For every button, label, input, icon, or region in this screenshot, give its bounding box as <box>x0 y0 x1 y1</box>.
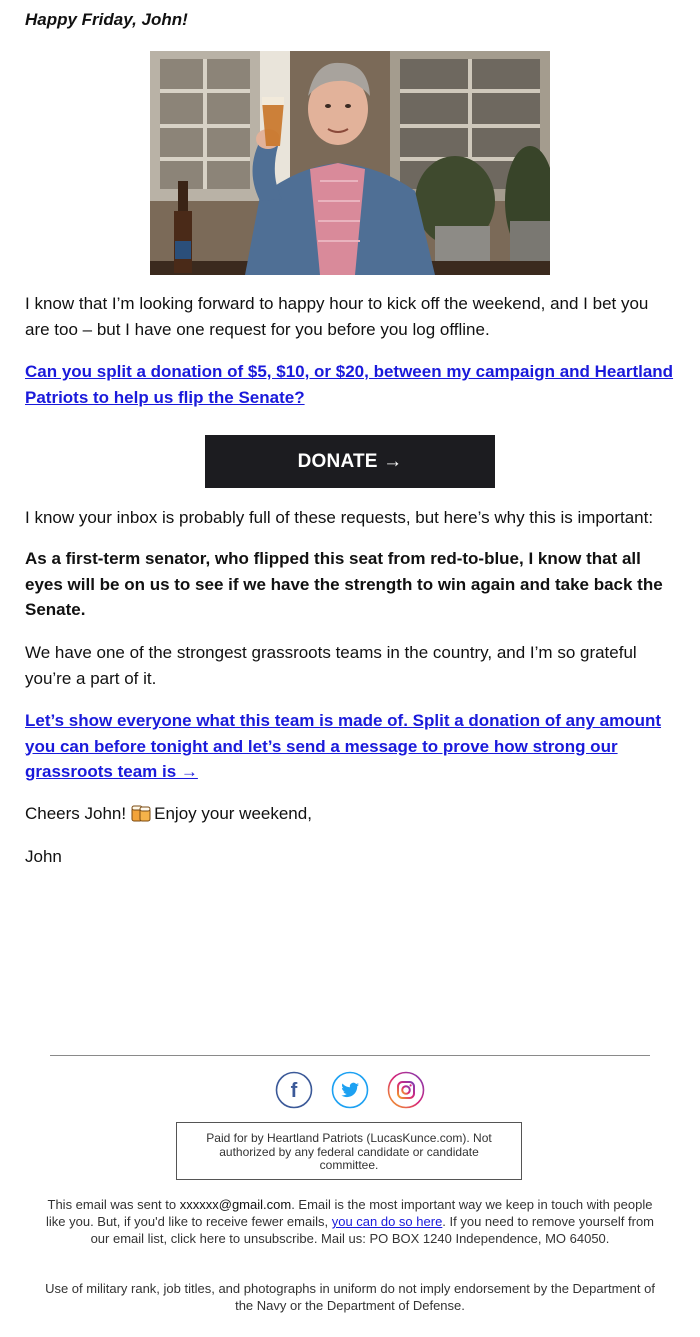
facebook-link[interactable] <box>275 1071 313 1109</box>
sent-to-suffix: . If you need to remove yourself from our email list, click here to unsubscribe. Mail us: PO BOX 1240 Independence, MO 64050. <box>90 1214 655 1246</box>
svg-text:f: f <box>290 1080 298 1102</box>
paid-for-disclaimer: Paid for by Heartland Patriots (LucasKunce.com). Not authorized by any federal candidate or candidate committee. <box>176 1122 522 1180</box>
sent-to-prefix: This email was sent to <box>47 1197 177 1212</box>
twitter-icon <box>331 1071 369 1109</box>
donate-split-link[interactable]: Can you split a donation of $5, $10, or $20, between my campaign and Heartland Patriots to help us flip the Senate? <box>25 362 674 407</box>
military-disclaimer: Use of military rank, job titles, and photographs in uniform do not imply endorsement by the Department of the Navy or the Department of Defense. <box>45 1281 655 1313</box>
instagram-icon <box>387 1071 425 1109</box>
signoff: John <box>25 847 62 866</box>
cheers-paragraph <box>25 801 677 827</box>
recipient-email: xxxxxx@gmail.com <box>179 1197 292 1212</box>
inbox-paragraph: I know your inbox is probably full of these requests, but here’s why this is important: <box>25 508 654 527</box>
fewer-emails-link[interactable]: you can do so here <box>331 1214 443 1229</box>
grassroots-paragraph: We have one of the strongest grassroots teams in the country, and I’m so grateful you’re a part of it. <box>25 643 637 688</box>
intro-paragraph: I know that I’m looking forward to happy hour to kick off the weekend, and I bet you are too – but I have one request for you before you log offline. <box>25 294 649 339</box>
senator-paragraph: As a first-term senator, who flipped this seat from red-to-blue, I know that all eyes will be on us to see if we have the strength to win again and take back the Senate. <box>25 549 663 619</box>
donate-split-paragraph <box>25 359 677 410</box>
cheers-text: Cheers John! <box>25 804 127 823</box>
hero-image <box>150 51 550 275</box>
email-info-text <box>45 1196 655 1247</box>
greeting-heading: Happy Friday, John! <box>25 10 188 29</box>
facebook-icon <box>275 1071 313 1109</box>
beer-mugs-icon <box>130 803 152 823</box>
twitter-link[interactable] <box>331 1071 369 1109</box>
instagram-link[interactable] <box>387 1071 425 1109</box>
donate-button[interactable]: DONATE → <box>205 435 495 488</box>
team-donate-link[interactable]: Let’s show everyone what this team is made of. Split a donation of any amount you can before tonight and let’s send a message to prove how strong our grassroots team is → <box>25 711 662 781</box>
footer-divider <box>50 1055 650 1056</box>
sent-to-middle: . Email is the most important way we keep in touch with people like you. But, if you'd like to receive fewer emails, <box>45 1197 653 1229</box>
team-paragraph <box>25 708 677 785</box>
weekend-text: Enjoy your weekend, <box>154 804 312 823</box>
